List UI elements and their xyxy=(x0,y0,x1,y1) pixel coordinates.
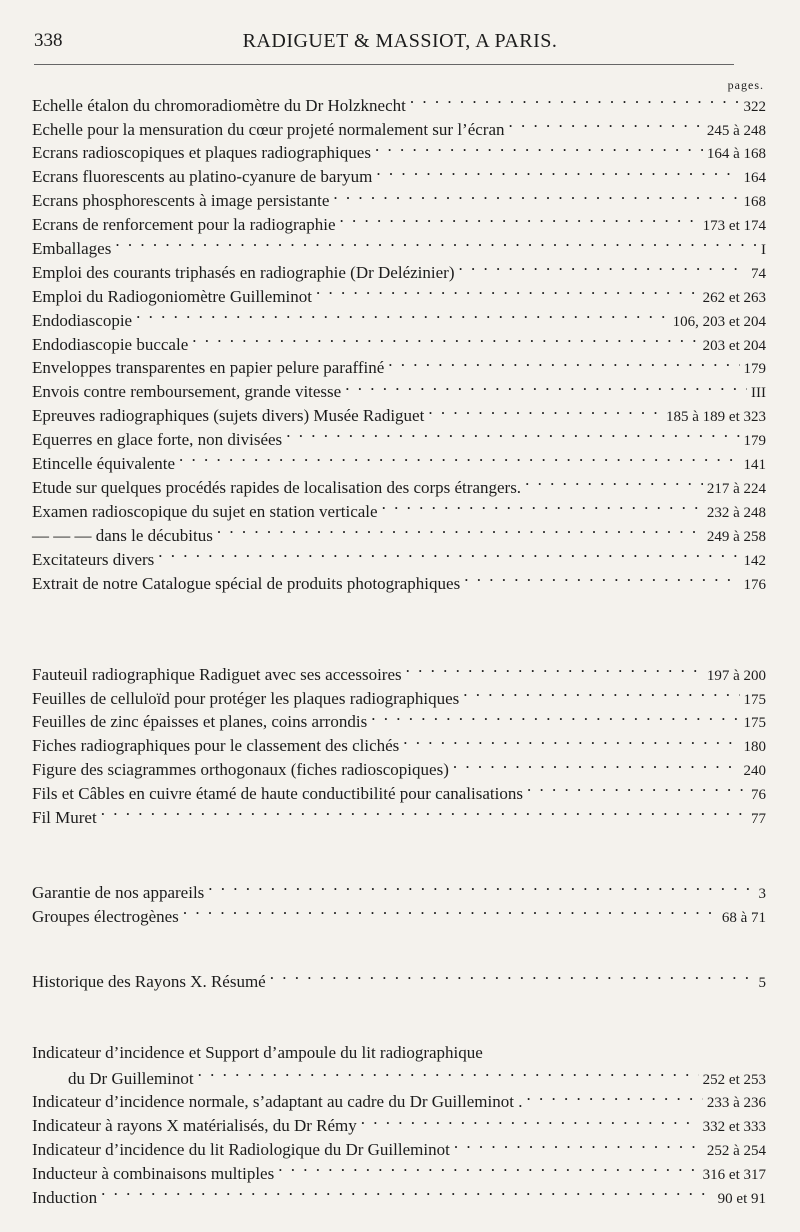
index-entry xyxy=(32,426,766,450)
index-entry-pages: 252 et 253 xyxy=(702,1071,766,1088)
dot-leader xyxy=(376,164,739,183)
index-entry-pages: 316 et 317 xyxy=(702,1167,766,1184)
dot-leader xyxy=(410,92,740,111)
index-entry-label: Inducteur à combinaisons multiples xyxy=(32,1164,275,1184)
index-entry-pages: 197 à 200 xyxy=(706,667,766,684)
index-entry xyxy=(32,1113,766,1137)
index-entry-label: Envois contre remboursement, grande vitesse xyxy=(32,382,342,402)
dot-leader xyxy=(198,1065,699,1084)
index-entry xyxy=(32,1065,766,1089)
index-entry-label: Fil Muret xyxy=(32,808,97,828)
index-entry-pages: 179 xyxy=(743,361,766,378)
dot-leader xyxy=(527,780,747,799)
index-entry-pages: 164 à 168 xyxy=(706,146,766,163)
index-entry xyxy=(32,474,766,498)
index-entry-label: Echelle pour la mensuration du cœur projeté normalement sur l’écran xyxy=(32,119,505,139)
index-entry-label: Equerres en glace forte, non divisées xyxy=(32,430,283,450)
index-entry xyxy=(32,498,766,522)
dot-leader xyxy=(406,661,703,680)
index-entry-label: Endodiascopie buccale xyxy=(32,334,189,354)
index-entry-pages: 164 xyxy=(743,170,766,187)
index-entry-label: Fiches radiographiques pour le classement des clichés xyxy=(32,736,400,756)
index-entry-label: Emballages xyxy=(32,239,112,259)
index-entry xyxy=(32,1137,766,1161)
index-entry xyxy=(32,307,766,331)
index-entry xyxy=(32,570,766,594)
index-entry xyxy=(32,1160,766,1184)
index-entry xyxy=(32,331,766,355)
dot-leader xyxy=(454,1137,703,1156)
index-entry-label: Examen radioscopique du sujet en station verticale xyxy=(32,501,378,521)
index-entry-pages: 175 xyxy=(743,691,766,708)
dot-leader xyxy=(217,522,703,541)
index-entry-pages: 74 xyxy=(751,265,766,282)
dot-leader xyxy=(115,235,757,254)
index-section-h xyxy=(32,968,766,992)
index-entry xyxy=(32,1089,766,1113)
index-entry-pages: 179 xyxy=(743,433,766,450)
dot-leader xyxy=(101,1184,714,1203)
index-entry-pages: 141 xyxy=(743,457,766,474)
index-entry-label: Ecrans radioscopiques et plaques radiographiques xyxy=(32,143,371,163)
index-entry xyxy=(32,211,766,235)
index-entry xyxy=(32,92,766,116)
dot-leader xyxy=(375,140,703,159)
index-entry xyxy=(32,661,766,685)
dot-leader xyxy=(192,331,698,350)
index-entry xyxy=(32,780,766,804)
dot-leader xyxy=(136,307,669,326)
index-entry-label: du Dr Guilleminot xyxy=(68,1068,194,1088)
dot-leader xyxy=(278,1160,698,1179)
index-entry-pages: 106, 203 et 204 xyxy=(672,313,766,330)
index-entry-pages: 76 xyxy=(751,787,766,804)
index-entry xyxy=(32,259,766,283)
index-entry-label: Indicateur d’incidence du lit Radiologique du Dr Guilleminot xyxy=(32,1140,450,1160)
index-entry-pages: 77 xyxy=(751,811,766,828)
index-entry xyxy=(32,450,766,474)
dot-leader xyxy=(428,403,662,422)
index-entry xyxy=(32,403,766,427)
index-entry-pages: III xyxy=(751,385,766,402)
index-entry-label: Ecrans phosphorescents à image persistante xyxy=(32,191,330,211)
index-entry-pages: 245 à 248 xyxy=(706,122,766,139)
index-entry-label: Induction xyxy=(32,1188,98,1208)
index-entry xyxy=(32,968,766,992)
index-entry-label: Enveloppes transparentes en papier pelure paraffiné xyxy=(32,358,385,378)
index-section-e xyxy=(32,92,766,594)
index-section-i xyxy=(32,1041,766,1208)
header-rule xyxy=(34,64,734,65)
dot-leader xyxy=(208,879,754,898)
index-entry-pages: 68 à 71 xyxy=(721,909,766,926)
dot-leader xyxy=(270,968,755,987)
index-entry-pages: 249 à 258 xyxy=(706,528,766,545)
dot-leader xyxy=(345,379,747,398)
index-entry-label: Feuilles de zinc épaisses et planes, coins arrondis xyxy=(32,712,368,732)
running-title: RADIGUET & MASSIOT, A PARIS. xyxy=(242,30,558,52)
page-number: 338 xyxy=(34,30,63,51)
dot-leader xyxy=(101,804,747,823)
index-entry xyxy=(32,188,766,212)
index-entry-label: Garantie de nos appareils xyxy=(32,882,205,902)
dot-leader xyxy=(340,211,699,230)
index-entry xyxy=(32,235,766,259)
page-header xyxy=(34,28,766,58)
index-entry xyxy=(32,116,766,140)
index-entry-label: Groupes électrogènes xyxy=(32,906,179,926)
index-entry-label: Etincelle équivalente xyxy=(32,454,176,474)
index-entry xyxy=(32,379,766,403)
index-entry xyxy=(32,546,766,570)
dot-leader xyxy=(371,709,739,728)
dot-leader xyxy=(333,188,739,207)
dot-leader xyxy=(388,355,739,374)
index-entry-pages: 217 à 224 xyxy=(706,480,766,497)
index-entry xyxy=(32,804,766,828)
index-entry-pages: 185 à 189 et 323 xyxy=(666,409,766,426)
index-entry-pages: 173 et 174 xyxy=(702,218,766,235)
index-entry-label-line: Indicateur d’incidence et Support d’ampoule du lit radiographique xyxy=(32,1043,483,1062)
index-entry xyxy=(32,283,766,307)
dot-leader xyxy=(525,474,703,493)
index-entry-label: — — — dans le décubitus xyxy=(32,525,213,545)
index-entry-pages: 233 à 236 xyxy=(706,1095,766,1112)
index-entry-label: Emploi du Radiogoniomètre Guilleminot xyxy=(32,286,312,306)
index-entry xyxy=(32,903,766,927)
dot-leader xyxy=(183,903,718,922)
index-entry-pages: 322 xyxy=(743,98,766,115)
index-entry-label: Excitateurs divers xyxy=(32,549,155,569)
dot-leader xyxy=(509,116,703,135)
dot-leader xyxy=(286,426,739,445)
index-entry-pages: 180 xyxy=(743,739,766,756)
index-entry-pages: 168 xyxy=(743,194,766,211)
dot-leader xyxy=(179,450,739,469)
index-entry-pages: 5 xyxy=(758,974,766,991)
index-entry-label: Emploi des courants triphasés en radiographie (Dr Delézinier) xyxy=(32,262,455,282)
dot-leader xyxy=(464,570,739,589)
dot-leader xyxy=(453,757,740,776)
index-entry xyxy=(32,164,766,188)
dot-leader xyxy=(403,733,739,752)
index-entry-pages: 142 xyxy=(743,552,766,569)
index-entry-label: Epreuves radiographiques (sujets divers) Musée Radiguet xyxy=(32,406,425,426)
dot-leader xyxy=(382,498,703,517)
index-section-g xyxy=(32,879,766,927)
index-entry xyxy=(32,733,766,757)
index-entry-pages: 90 et 91 xyxy=(717,1191,766,1208)
index-entry-label: Fauteuil radiographique Radiguet avec ses accessoires xyxy=(32,664,402,684)
pages-column-label: pages. xyxy=(727,78,764,92)
index-entry xyxy=(32,522,766,546)
dot-leader xyxy=(463,685,739,704)
dot-leader xyxy=(526,1089,702,1108)
dot-leader xyxy=(316,283,699,302)
index-entry-label: Extrait de notre Catalogue spécial de produits photographiques xyxy=(32,573,461,593)
index-entry xyxy=(32,879,766,903)
dot-leader xyxy=(459,259,748,278)
index-entry-label: Feuilles de celluloïd pour protéger les plaques radiographiques xyxy=(32,688,460,708)
index-entry-label: Indicateur d’incidence normale, s’adaptant au cadre du Dr Guilleminot . xyxy=(32,1092,523,1112)
index-entry xyxy=(32,140,766,164)
index-entry-pages: 176 xyxy=(743,576,766,593)
index-entry-pages: I xyxy=(761,242,766,259)
index-entry-pages: 252 à 254 xyxy=(706,1143,766,1160)
dot-leader xyxy=(361,1113,699,1132)
index-entry-label: Etude sur quelques procédés rapides de localisation des corps étrangers. xyxy=(32,477,522,497)
index-entry-label: Ecrans de renforcement pour la radiographie xyxy=(32,215,336,235)
index-entry xyxy=(32,1184,766,1208)
index-entry-label: Endodiascopie xyxy=(32,310,133,330)
index-entry-label: Figure des sciagrammes orthogonaux (fiches radioscopiques) xyxy=(32,760,449,780)
index-entry xyxy=(32,709,766,733)
index-entry-label: Historique des Rayons X. Résumé xyxy=(32,971,266,991)
index-entry-pages: 240 xyxy=(743,763,766,780)
index-entry xyxy=(32,685,766,709)
index-entry-pages: 203 et 204 xyxy=(702,337,766,354)
index-entry xyxy=(32,757,766,781)
index-entry-pages: 3 xyxy=(758,885,766,902)
index-entry-pages: 175 xyxy=(743,715,766,732)
index-entry-label: Echelle étalon du chromoradiomètre du Dr Holzknecht xyxy=(32,95,406,115)
index-section-f xyxy=(32,661,766,828)
index-entry-pages: 332 et 333 xyxy=(702,1119,766,1136)
dot-leader xyxy=(158,546,739,565)
index-entry xyxy=(32,355,766,379)
index-entry-label: Fils et Câbles en cuivre étamé de haute conductibilité pour canalisations xyxy=(32,784,523,804)
index-entry-pages: 262 et 263 xyxy=(702,289,766,306)
index-entry-label: Ecrans fluorescents au platino-cyanure de baryum xyxy=(32,167,373,187)
index-entry-label: Indicateur à rayons X matérialisés, du Dr Rémy xyxy=(32,1116,357,1136)
index-entry-pages: 232 à 248 xyxy=(706,504,766,521)
